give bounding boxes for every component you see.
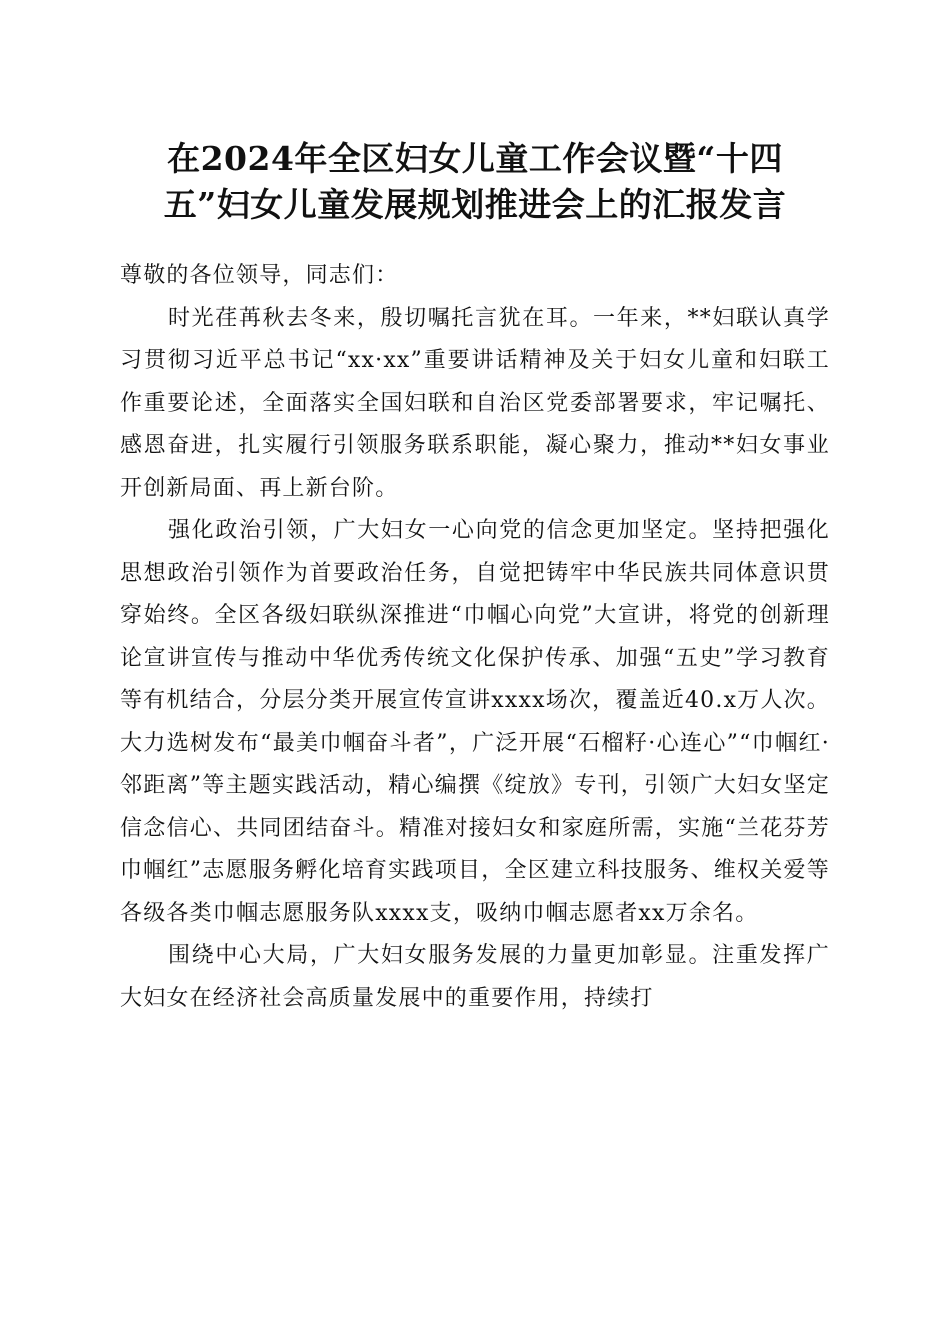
title-line-1: 在2024年全区妇女儿童工作会议暨“十四 — [167, 139, 783, 178]
paragraph-political-guidance: 强化政治引领，广大妇女一心向党的信念更加坚定。坚持把强化思想政治引领作为首要政治任务，自觉把铸牢中华民族共同体意识贯穿始终。全区各级妇联纵深推进“巾帼心向党”大宣讲，将党的创新理论宣讲宣传与推动中华优秀传统文化保护传承、加强“五史”学习教育等有机结合，分层分类开展宣传宣讲xxxx场次，覆盖近40.x万人次。大力选树发布“最美巾帼奋斗者”，广泛开展“石榴籽·心连心”“巾帼红·邻距离”等主题实践活动，精心编撰《绽放》专刊，引领广大妇女坚定信念信心、共同团结奋斗。精准对接妇女和家庭所需，实施“兰花芬芳巾帼红”志愿服务孵化培育实践项目，全区建立科技服务、维权关爱等各级各类巾帼志愿服务队xxxx支，吸纳巾帼志愿者xx万余名。 — [120, 518, 830, 926]
document-title — [110, 136, 840, 228]
paragraph-development: 围绕中心大局，广大妇女服务发展的力量更加彰显。注重发挥广大妇女在经济社会高质量发展中的重要作用，持续打 — [120, 943, 830, 1011]
title-line-2: 五”妇女儿童发展规划推进会上的汇报发言 — [163, 185, 787, 224]
document-body — [120, 255, 830, 1020]
paragraph-intro: 时光荏苒秋去冬来，殷切嘱托言犹在耳。一年来，**妇联认真学习贯彻习近平总书记“xx·xx”重要讲话精神及关于妇女儿童和妇联工作重要论述，全面落实全国妇联和自治区党委部署要求，牢记嘱托、感恩奋进，扎实履行引领服务联系职能，凝心聚力，推动**妇女事业开创新局面、再上新台阶。 — [120, 305, 830, 501]
salutation: 尊敬的各位领导，同志们： — [120, 263, 399, 288]
